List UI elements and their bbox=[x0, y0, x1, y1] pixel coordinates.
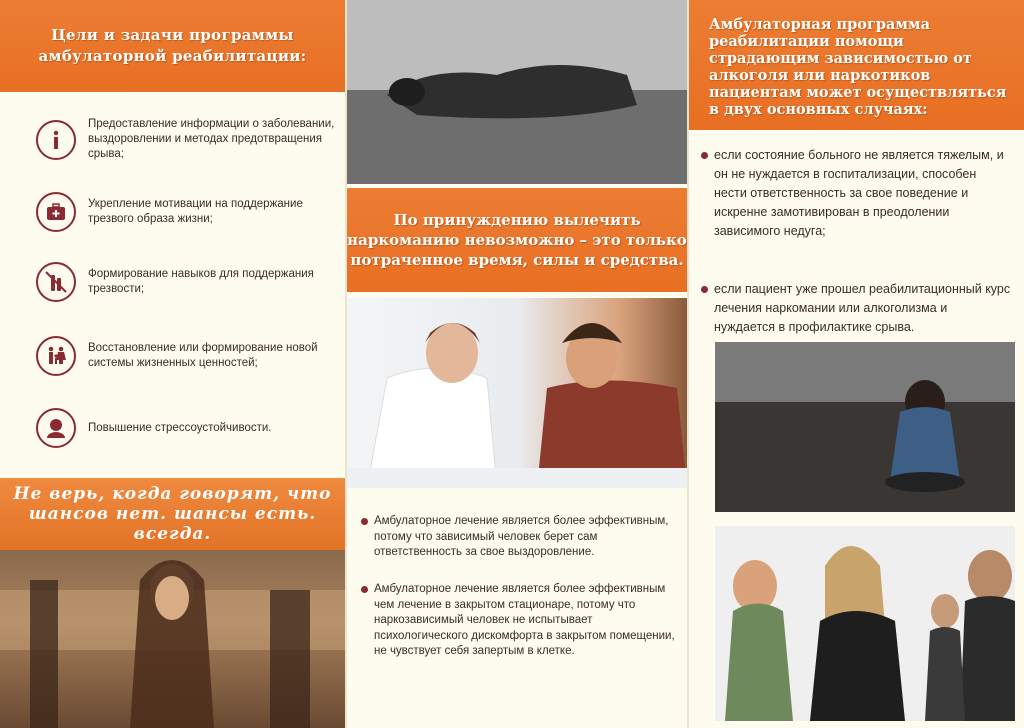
bullet-text: если состояние больного не является тяжелым, и он не нуждается в госпитализации, способен нести ответственность за свое поведение и искренне замотивирован в преодолении зависимого недуга; bbox=[714, 148, 1004, 238]
goal-text: Формирование навыков для поддержания трезвости; bbox=[88, 268, 314, 295]
quote-banner bbox=[347, 188, 687, 292]
goal-item bbox=[36, 408, 336, 448]
goal-item bbox=[36, 262, 336, 302]
goal-item bbox=[36, 117, 336, 162]
slogan-banner bbox=[0, 478, 345, 550]
slogan-text: Не верь, когда говорят, что шансов нет. шансы есть. всегда. bbox=[13, 484, 332, 544]
person-icon bbox=[36, 408, 76, 448]
goals-header bbox=[0, 0, 345, 92]
quote-text: По принуждению вылечить наркоманию невозможно – это только потраченное время, силы и средства. bbox=[347, 211, 687, 269]
list-item bbox=[361, 514, 679, 561]
medkit-icon bbox=[36, 192, 76, 232]
list-item bbox=[361, 582, 679, 660]
bullet-text: Амбулаторное лечение является более эффективным чем лечение в закрытом стационаре, потому что наркозависимый человек не испытывает психологического дискомфорта в закрытом помещении, не чувствует себя запертым в клетке. bbox=[374, 583, 675, 657]
right-panel bbox=[689, 0, 1024, 728]
bullet-dot bbox=[361, 518, 368, 525]
program-header bbox=[689, 0, 1024, 130]
left-panel bbox=[0, 0, 345, 728]
goal-text: Повышение стрессоустойчивости. bbox=[88, 421, 272, 434]
bullet-dot bbox=[701, 286, 708, 293]
goal-item bbox=[36, 336, 336, 376]
support-group-photo bbox=[715, 526, 1015, 721]
lying-man-photo bbox=[347, 0, 687, 184]
bullet-text: Амбулаторное лечение является более эффективным, потому что зависимый человек берет сам ответственность за свое выздоровление. bbox=[374, 515, 669, 558]
program-title: Амбулаторная программа реабилитации помощи страдающим зависимостью от алкоголя или наркотиков пациентам может осуществляться в двух основных случаях: bbox=[709, 16, 1007, 118]
list-item bbox=[701, 280, 1011, 337]
bullet-text: если пациент уже прошел реабилитационный курс лечения наркомании или алкоголизма и нуждается в профилактике срыва. bbox=[714, 282, 1011, 334]
sad-woman-photo bbox=[0, 550, 345, 728]
family-icon bbox=[36, 336, 76, 376]
info-icon bbox=[36, 120, 76, 160]
bullet-dot bbox=[701, 152, 708, 159]
sitting-woman-photo bbox=[715, 342, 1015, 512]
goals-title: Цели и задачи программы амбулаторной реабилитации: bbox=[38, 26, 307, 65]
goal-text: Укрепление мотивации на поддержание трезвого образа жизни; bbox=[88, 198, 303, 225]
goal-text: Восстановление или формирование новой системы жизненных ценностей; bbox=[88, 342, 318, 369]
no-alcohol-icon bbox=[36, 262, 76, 302]
goal-text: Предоставление информации о заболевании, выздоровлении и методах предотвращения срыва; bbox=[88, 118, 335, 160]
goal-item bbox=[36, 192, 336, 232]
bullet-dot bbox=[361, 586, 368, 593]
doctor-consultation-photo bbox=[347, 298, 687, 488]
list-item bbox=[701, 146, 1011, 241]
middle-panel bbox=[347, 0, 687, 728]
